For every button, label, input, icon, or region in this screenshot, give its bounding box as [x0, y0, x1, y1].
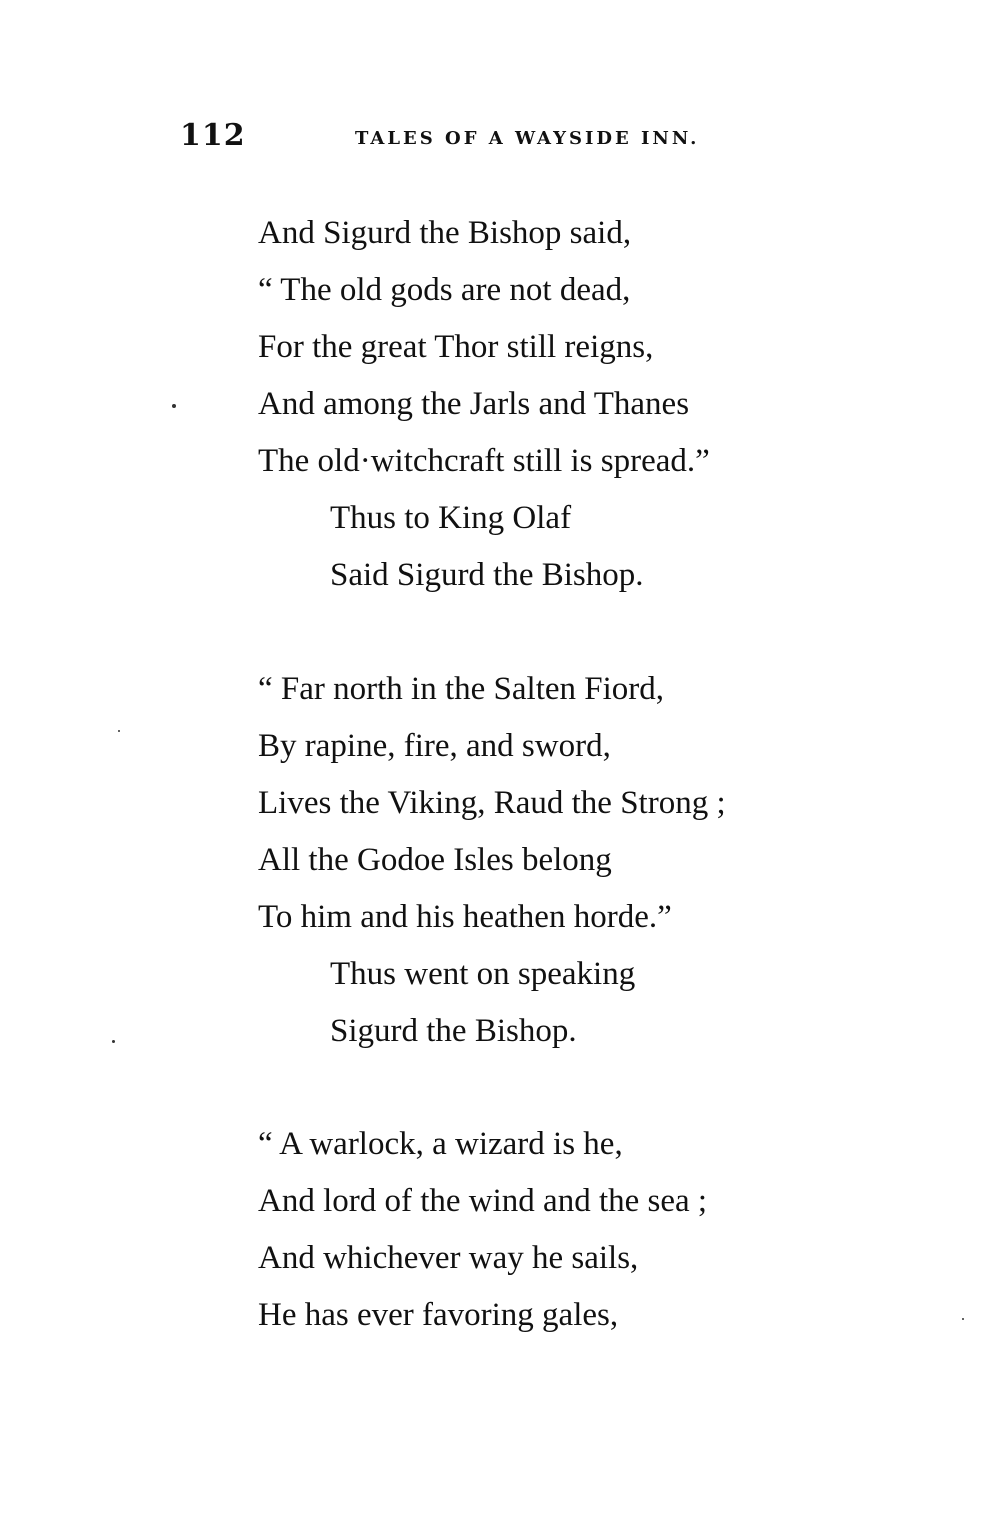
- page-number: 112: [180, 118, 246, 153]
- poem-line: And among the Jarls and Thanes: [258, 386, 690, 422]
- poem-line: For the great Thor still reigns,: [258, 329, 654, 365]
- poem-line: Lives the Viking, Raud the Strong ;: [258, 785, 726, 821]
- print-speck: [112, 1040, 115, 1043]
- poem-line: “ A warlock, a wizard is he,: [258, 1126, 623, 1162]
- poem-line: The old·witchcraft still is spread.”: [258, 443, 710, 479]
- poem-refrain-line: Thus to King Olaf: [330, 500, 572, 536]
- poem-line: All the Godoe Isles belong: [258, 842, 612, 878]
- poem-line: By rapine, fire, and sword,: [258, 728, 611, 764]
- stanza-2: [258, 661, 878, 1060]
- poem-line: “ Far north in the Salten Fiord,: [258, 671, 665, 707]
- poem-line: And lord of the wind and the sea ;: [258, 1183, 708, 1219]
- print-speck: [172, 404, 176, 408]
- page-header: [180, 118, 780, 158]
- poem-line: “ The old gods are not dead,: [258, 272, 631, 308]
- poem-line: To him and his heathen horde.”: [258, 899, 672, 935]
- poem-line: And Sigurd the Bishop said,: [258, 215, 632, 251]
- stanza-3: [258, 1116, 878, 1344]
- poem-refrain-line: Said Sigurd the Bishop.: [330, 557, 644, 593]
- print-speck: [962, 1318, 964, 1320]
- poem-refrain-line: Sigurd the Bishop.: [330, 1013, 577, 1049]
- poem-line: And whichever way he sails,: [258, 1240, 639, 1276]
- poem-line: He has ever favoring gales,: [258, 1297, 619, 1333]
- stanza-1: [258, 205, 878, 604]
- running-title: TALES OF A WAYSIDE INN.: [355, 128, 700, 149]
- print-speck: [118, 730, 120, 732]
- poem-refrain-line: Thus went on speaking: [330, 956, 636, 992]
